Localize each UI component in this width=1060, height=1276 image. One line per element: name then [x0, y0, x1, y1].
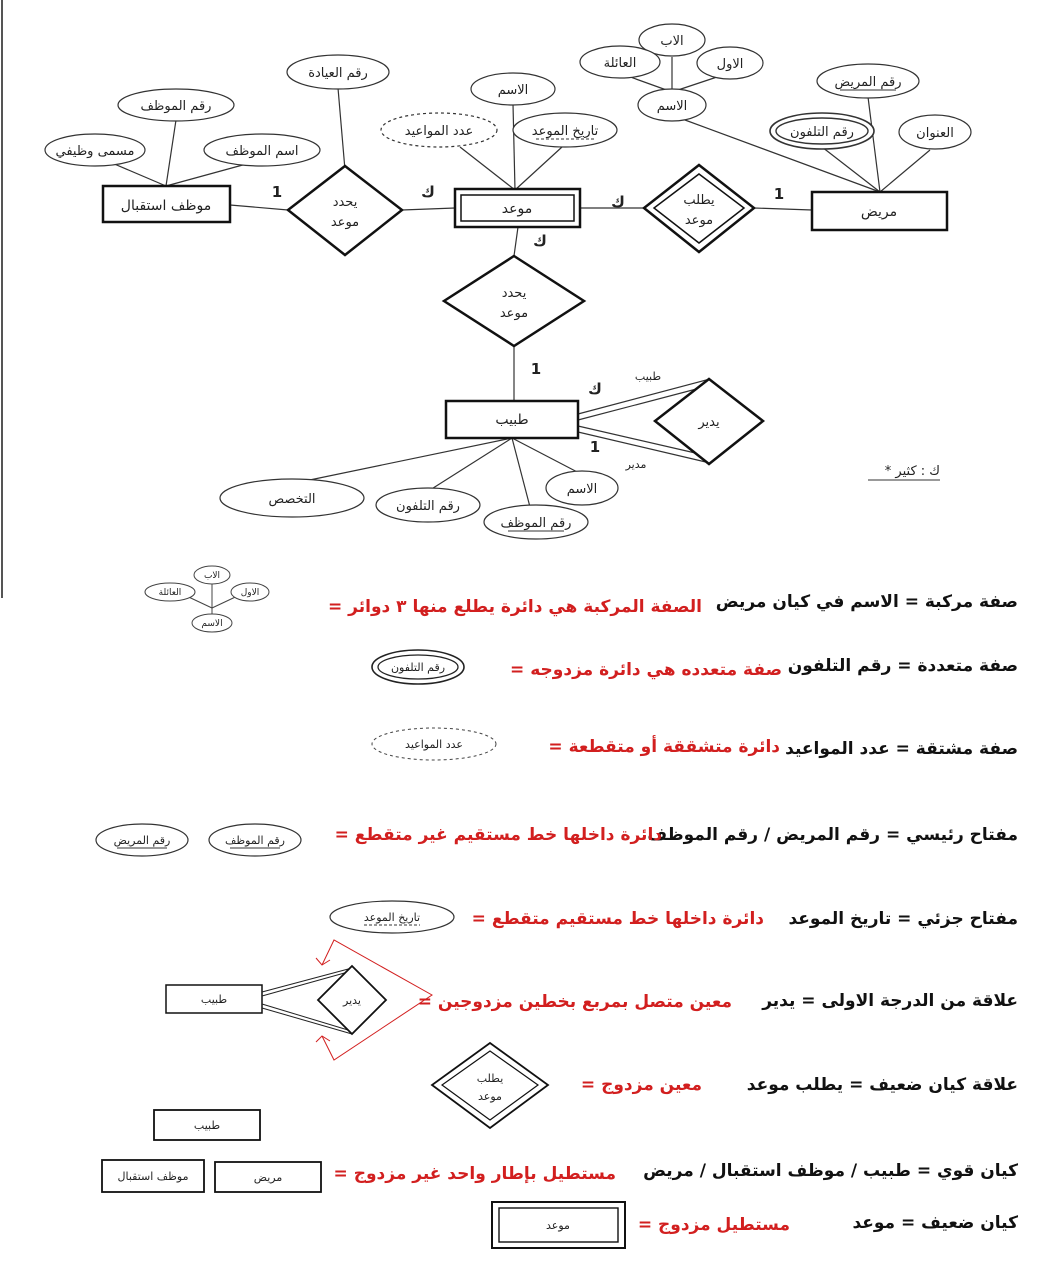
svg-text:1: 1	[773, 185, 785, 203]
entity-doctor	[446, 401, 578, 438]
entity-receptionist	[103, 186, 230, 222]
svg-text:موعد: موعد	[546, 1219, 570, 1232]
svg-text:رقم المريض: رقم المريض	[834, 75, 902, 90]
svg-text:التخصص: التخصص	[268, 492, 316, 507]
svg-text:1: 1	[530, 360, 542, 378]
svg-text:مدير: مدير	[625, 458, 647, 471]
legend-strong-entity	[102, 1110, 1018, 1192]
legend-primary-key	[96, 824, 1018, 856]
svg-text:= مستطيل مزدوج: = مستطيل مزدوج	[637, 1215, 790, 1235]
svg-text:تاريخ الموعد: تاريخ الموعد	[363, 911, 421, 924]
svg-text:يحدد: يحدد	[332, 195, 358, 210]
svg-text:= دائرة متشققة أو متقطعة: = دائرة متشققة أو متقطعة	[548, 737, 780, 757]
relationship-sets-appointment-2	[444, 256, 584, 346]
svg-text:تاريخ الموعد: تاريخ الموعد	[531, 124, 599, 139]
relationship-manages	[655, 379, 763, 464]
svg-text:ك: ك	[588, 380, 602, 398]
legend-multivalued	[372, 650, 1018, 684]
svg-text:ك: ك	[611, 193, 625, 211]
entity-appointment-label: موعد	[501, 201, 533, 217]
svg-text:يدير: يدير	[343, 994, 361, 1007]
svg-text:كيان ضعيف = موعد: كيان ضعيف = موعد	[852, 1213, 1018, 1233]
svg-text:الاسم: الاسم	[566, 482, 598, 497]
entity-patient-label: مريض	[860, 204, 898, 220]
svg-text:صفة متعددة = رقم التلفون: صفة متعددة = رقم التلفون	[787, 656, 1018, 676]
svg-text:رقم المريض: رقم المريض	[113, 834, 171, 847]
svg-text:رقم العيادة: رقم العيادة	[308, 66, 368, 81]
entity-receptionist-label: موظف استقبال	[120, 198, 212, 214]
svg-text:رقم التلفون: رقم التلفون	[790, 125, 854, 140]
svg-text:1: 1	[589, 438, 601, 456]
svg-text:= مستطيل بإطار واحد غير مزدوج: = مستطيل بإطار واحد غير مزدوج	[333, 1164, 616, 1184]
svg-text:علاقة كيان ضعيف = يطلب موعد: علاقة كيان ضعيف = يطلب موعد	[746, 1075, 1018, 1095]
svg-text:= صفة متعدده هي دائرة مزدوجه: = صفة متعدده هي دائرة مزدوجه	[510, 660, 782, 680]
legend-partial-key	[330, 901, 1018, 933]
legend-unary	[166, 940, 1018, 1060]
svg-text:يطلب: يطلب	[683, 193, 715, 208]
svg-text:رقم الموظف: رقم الموظف	[500, 516, 572, 531]
svg-text:صفة مشتقة = عدد المواعيد: صفة مشتقة = عدد المواعيد	[785, 739, 1018, 759]
svg-text:مريض: مريض	[253, 1171, 283, 1184]
svg-text:عدد المواعيد: عدد المواعيد	[404, 124, 474, 139]
svg-text:يطلب: يطلب	[476, 1072, 504, 1085]
svg-text:مفتاح رئيسي = رقم المريض / رقم: مفتاح رئيسي = رقم المريض / رقم الموظف	[647, 825, 1018, 845]
svg-text:ك: ك	[421, 183, 435, 201]
note-many: * ك : كثير	[884, 464, 940, 479]
svg-text:موعد: موعد	[684, 213, 714, 228]
svg-text:1: 1	[271, 183, 283, 201]
legend-derived	[372, 728, 1018, 760]
svg-text:= معين مزدوج: = معين مزدوج	[580, 1075, 702, 1095]
svg-text:الاول: الاول	[716, 57, 744, 72]
svg-text:علاقة من الدرجة الاولى = يدير: علاقة من الدرجة الاولى = يدير	[762, 991, 1018, 1011]
relationship-requests-appointment	[644, 165, 754, 252]
svg-text:الاب: الاب	[660, 34, 684, 49]
svg-text:= معين متصل بمربع بخطين مزدوجي: = معين متصل بمربع بخطين مزدوجين	[417, 992, 732, 1012]
svg-text:اسم الموظف: اسم الموظف	[225, 144, 299, 159]
entity-doctor-label: طبيب	[495, 412, 529, 428]
svg-text:الاسم: الاسم	[497, 83, 529, 98]
svg-text:يدير: يدير	[698, 415, 720, 430]
svg-text:رقم الموظف: رقم الموظف	[140, 99, 212, 114]
legend-composite	[145, 566, 1018, 632]
relationship-sets-appointment-1	[288, 166, 402, 255]
svg-text:عدد المواعيد: عدد المواعيد	[405, 738, 463, 751]
svg-text:ك: ك	[533, 232, 547, 250]
svg-text:يحدد: يحدد	[501, 286, 527, 301]
svg-text:مسمى وظيفي: مسمى وظيفي	[55, 144, 135, 159]
svg-text:الاول: الاول	[240, 588, 260, 598]
svg-text:موعد: موعد	[330, 215, 360, 230]
svg-text:العائلة: العائلة	[158, 588, 182, 598]
svg-text:طبيب: طبيب	[634, 370, 662, 383]
svg-text:صفة مركبة = الاسم في كيان مريض: صفة مركبة = الاسم في كيان مريض	[715, 592, 1018, 612]
svg-text:موظف استقبال: موظف استقبال	[117, 1170, 189, 1183]
legend-weak-relationship	[432, 1043, 1018, 1128]
svg-text:الاسم: الاسم	[656, 99, 688, 114]
svg-text:الاب: الاب	[203, 571, 221, 581]
entity-patient	[812, 192, 947, 230]
svg-text:العائلة: العائلة	[603, 56, 637, 71]
svg-text:موعد: موعد	[478, 1090, 502, 1103]
svg-text:= الصفة المركبة هي دائرة يطلع: = الصفة المركبة هي دائرة يطلع منها ٣ دوائر	[328, 597, 702, 617]
svg-text:موعد: موعد	[499, 306, 529, 321]
legend	[96, 566, 1018, 1248]
svg-text:كيان قوي = طبيب / موظف استقبال: كيان قوي = طبيب / موظف استقبال / مريض	[643, 1161, 1018, 1181]
svg-text:= دائرة داخلها خط مستقيم متقطع: = دائرة داخلها خط مستقيم متقطع	[471, 909, 764, 929]
svg-text:الاسم: الاسم	[201, 619, 223, 629]
svg-text:طبيب: طبيب	[193, 1119, 221, 1132]
svg-text:طبيب: طبيب	[200, 993, 228, 1006]
svg-text:= دائرة داخلها خط مستقيم غير م: = دائرة داخلها خط مستقيم غير متقطع	[334, 825, 662, 845]
svg-text:مفتاح جزئي = تاريخ الموعد: مفتاح جزئي = تاريخ الموعد	[788, 909, 1018, 929]
svg-text:رقم الموظف: رقم الموظف	[225, 834, 285, 847]
entity-appointment	[455, 189, 580, 227]
svg-text:العنوان: العنوان	[916, 126, 954, 141]
legend-weak-entity	[492, 1202, 1018, 1248]
svg-text:رقم التلفون: رقم التلفون	[390, 661, 446, 674]
svg-text:رقم التلفون: رقم التلفون	[396, 499, 460, 514]
